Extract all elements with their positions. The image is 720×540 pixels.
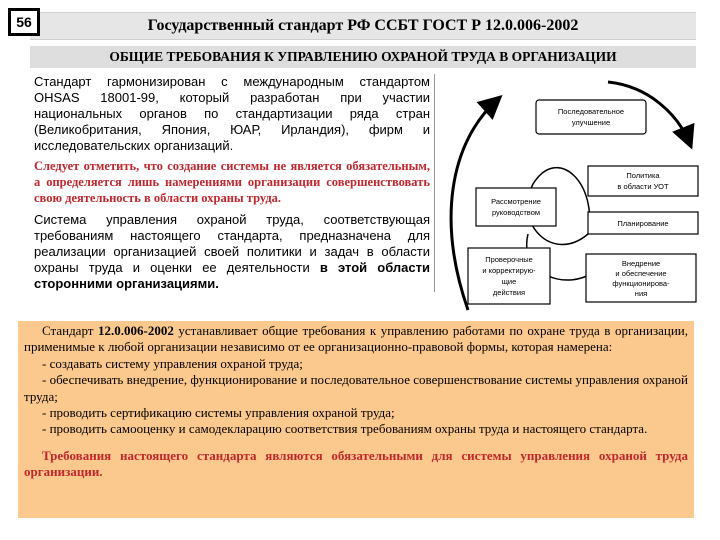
scope-item: - обеспечивать внедрение, функционирование и последовательное совершенствование системы управления охраной труда; (24, 372, 688, 404)
standard-scope-box (18, 321, 694, 518)
mandatory-requirements-note: Требования настоящего стандарта являются обязательными для системы управления охраной труда организации. (24, 447, 688, 480)
improvement-label-1: Последовательное (557, 107, 625, 116)
check-label-1: Проверочные (485, 255, 533, 264)
left-text-column (30, 74, 435, 292)
management-cycle-diagram (438, 74, 706, 320)
implement-label-4: ния (634, 289, 648, 298)
scope-intro (24, 323, 688, 356)
header-bar (30, 12, 696, 40)
scope-item: - проводить самооценку и самодекларацию соответствия требованиям охраны труда и настоящего стандарта. (42, 421, 648, 437)
check-label-2: и корректирую- (482, 266, 536, 275)
planning-label: Планирование (617, 219, 669, 228)
system-purpose-paragraph (34, 212, 430, 292)
scope-intro-number: 12.0.006-2002 (98, 323, 174, 338)
optional-note-paragraph: Следует отметить, что создание системы не является обязательным, а определяется лишь намерениями организации совершенствовать свою деятельность в области охраны труда. (34, 159, 430, 205)
scope-item: - создавать систему управления охраной труда; (42, 355, 303, 371)
improvement-box (536, 100, 646, 134)
system-purpose-bold-text: в этой области сторонними организациями. (34, 260, 431, 291)
check-label-3: щие (501, 277, 517, 286)
scope-item: - проводить сертификацию системы управления охраной труда; (42, 405, 395, 421)
review-label-2: руководством (491, 208, 541, 217)
system-purpose-text: Система управления охраной труда, соответствующая требованиям настоящего стандарта, предназначена для реализации организацией своей политики и задач в области охраны труда и оценки ее деятельности (34, 212, 430, 275)
review-label-1: Рассмотрение (491, 197, 541, 206)
implement-label-1: Внедрение (621, 259, 661, 268)
implement-label-2: и обеспечение (615, 269, 667, 278)
implement-label-3: функционирова- (612, 279, 670, 288)
scope-intro-a: Стандарт (42, 323, 98, 338)
subtitle-bar (30, 46, 696, 68)
review-box (476, 188, 556, 226)
page-subtitle: ОБЩИЕ ТРЕБОВАНИЯ К УПРАВЛЕНИЮ ОХРАНОЙ ТРУДА В ОРГАНИЗАЦИИ (109, 49, 617, 64)
improvement-label-2: улучшение (571, 118, 611, 127)
policy-label-2: в области УОТ (617, 182, 669, 191)
policy-label-1: Политика (626, 171, 660, 180)
slide-number: 56 (8, 8, 40, 36)
page-title: Государственный стандарт РФ ССБТ ГОСТ Р 12.0.006-2002 (147, 17, 579, 34)
scope-intro-b: устанавливает общие требования к управлению работами по охране труда в организации, применимые к любой организации независимо от ее организационно-правовой формы, которая намерена: (24, 323, 689, 355)
harmonization-paragraph: Стандарт гармонизирован с международным стандартом OHSAS 18001-99, который разработан при участии национальных органов по стандартизации ряда стран (Великобритания, Япония, ЮАР, Ирландия), фирм и исследовательских организаций. (34, 74, 430, 153)
check-label-4: действия (492, 288, 526, 297)
